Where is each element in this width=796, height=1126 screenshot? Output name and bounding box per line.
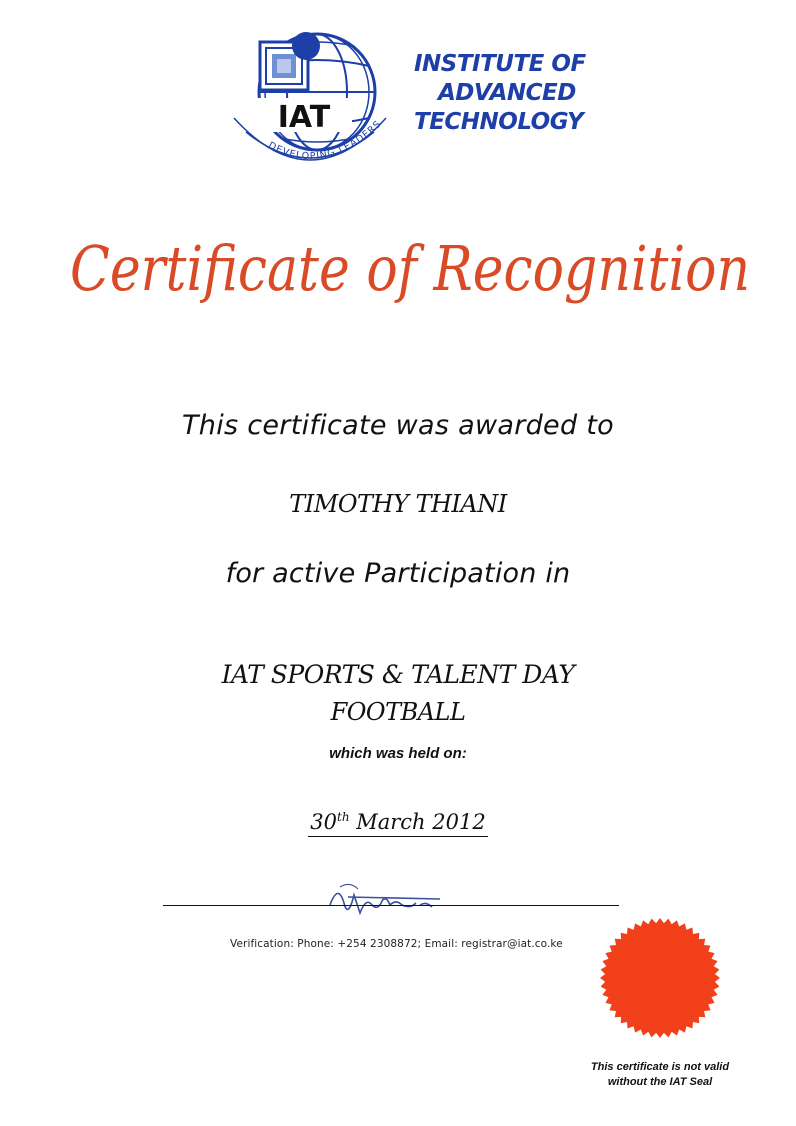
date-suffix: th bbox=[337, 810, 350, 824]
awarded-text: This certificate was awarded to bbox=[181, 410, 614, 441]
event-date bbox=[0, 810, 796, 834]
logo-motto: DEVELOPING LEADERS bbox=[266, 118, 384, 163]
institution-line2: ADVANCED bbox=[438, 80, 576, 106]
participation-text: for active Participation in bbox=[225, 558, 571, 589]
seal-note-line1: This certificate is not valid bbox=[590, 1061, 730, 1073]
red-seal bbox=[598, 916, 722, 1040]
held-text: which was held on: bbox=[329, 745, 467, 762]
event-name: IAT SPORTS & TALENT DAY bbox=[221, 660, 575, 689]
signature-line bbox=[163, 905, 619, 906]
heading-text: Certificate of Recognition bbox=[70, 232, 750, 305]
institution-line3: TECHNOLOGY bbox=[414, 109, 584, 135]
date-day: 30 bbox=[310, 810, 337, 834]
logo-abbrev: IAT bbox=[277, 100, 331, 135]
seal-note bbox=[560, 1060, 760, 1090]
certificate-heading bbox=[60, 218, 760, 328]
date-rest: March 2012 bbox=[349, 810, 486, 834]
seal-note-line2: without the IAT Seal bbox=[607, 1076, 713, 1088]
signature bbox=[320, 875, 460, 925]
verification-text: Verification: Phone: +254 2308872; Email: registrar@iat.co.ke bbox=[230, 938, 563, 950]
institution-line1: INSTITUTE OF bbox=[414, 51, 586, 77]
institution-name bbox=[414, 50, 594, 137]
iat-logo bbox=[222, 14, 392, 184]
activity-name: FOOTBALL bbox=[330, 698, 466, 726]
recipient-name: TIMOTHY THIANI bbox=[289, 490, 507, 518]
